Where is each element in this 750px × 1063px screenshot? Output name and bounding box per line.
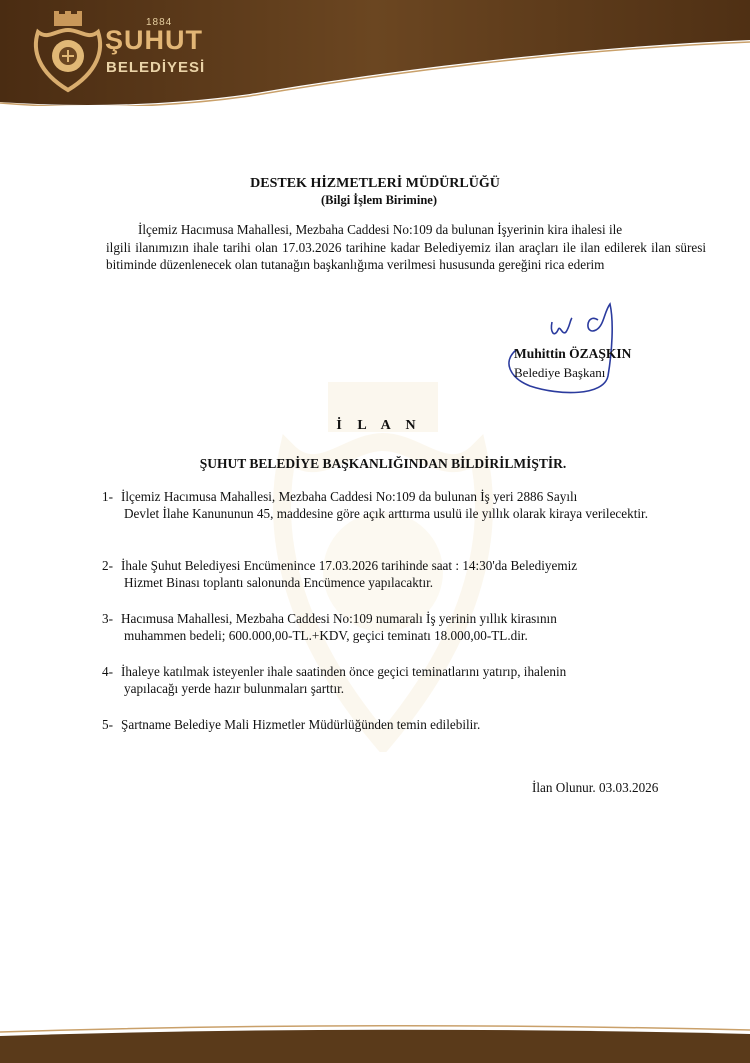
intro-first-line: İlçemiz Hacımusa Mahallesi, Mezbaha Caddesi No:109 da bulunan İşyerinin kira ihalesi ile <box>138 222 623 237</box>
announcement-item <box>102 610 692 644</box>
item-number: 2- <box>102 558 113 573</box>
item-number: 1- <box>102 489 113 504</box>
announcement-subheading: ŞUHUT BELEDİYE BAŞKANLIĞINDAN BİLDİRİLMİŞTİR. <box>199 456 567 471</box>
brand-name: ŞUHUT <box>105 25 203 55</box>
item-number: 3- <box>102 611 113 626</box>
footer-band <box>0 1022 750 1063</box>
municipality-logo <box>28 10 108 94</box>
department-subtitle: (Bilgi İşlem Birimine) <box>321 193 437 207</box>
item-text: İlçemiz Hacımusa Mahallesi, Mezbaha Caddesi No:109 da bulunan İş yeri 2886 Sayılı <box>121 489 578 504</box>
item-text: İhaleye katılmak isteyenler ihale saatinden önce geçici teminatlarını yatırıp, ihalenin <box>121 664 567 679</box>
item-text-cont: Hizmet Binası toplantı salonunda Encümence yapılacaktır. <box>124 575 434 590</box>
item-number: 5- <box>102 717 113 732</box>
announcement-item <box>102 663 692 697</box>
intro-rest: ilgili ilanımızın ihale tarihi olan 17.03.2026 tarihine kadar Belediyemiz ilan araçları ile ilan edilerek ilan süresi bitiminde düzenlenecek olan tutanağın başkanlığıma verilmesi hususunda gereğini rica ederim <box>106 239 706 272</box>
signatory-name: Muhittin ÖZAŞKIN <box>514 346 632 361</box>
intro-paragraph <box>106 221 706 274</box>
department-title: DESTEK HİZMETLERİ MÜDÜRLÜĞÜ <box>250 176 500 191</box>
announcement-heading: İ L A N <box>336 418 422 433</box>
closing-date: İlan Olunur. 03.03.2026 <box>532 780 659 795</box>
item-text: İhale Şuhut Belediyesi Encümenince 17.03.2026 tarihinde saat : 14:30'da Belediyemiz <box>121 558 578 573</box>
announcement-item <box>102 488 692 522</box>
signatory-role: Belediye Başkanı <box>514 365 606 380</box>
item-number: 4- <box>102 664 113 679</box>
item-text-cont: Devlet İlahe Kanununun 45, maddesine göre açık arttırma usulü ile yıllık olarak kiraya verilecektir. <box>124 506 649 521</box>
announcement-item <box>102 716 692 733</box>
item-text: Hacımusa Mahallesi, Mezbaha Caddesi No:109 numaralı İş yerinin yıllık kirasının <box>121 611 557 626</box>
item-text-cont: muhammen bedeli; 600.000,00-TL.+KDV, geçici teminatı 18.000,00-TL.dir. <box>124 628 528 643</box>
letterhead <box>0 0 750 106</box>
brand-subtitle: BELEDİYESİ <box>106 59 206 76</box>
announcement-item <box>102 557 692 591</box>
item-text: Şartname Belediye Mali Hizmetler Müdürlüğünden temin edilebilir. <box>121 717 481 732</box>
brand-year: 1884 <box>146 17 173 28</box>
item-text-cont: yapılacağı yerde hazır bulunmaları şarttır. <box>124 681 345 696</box>
